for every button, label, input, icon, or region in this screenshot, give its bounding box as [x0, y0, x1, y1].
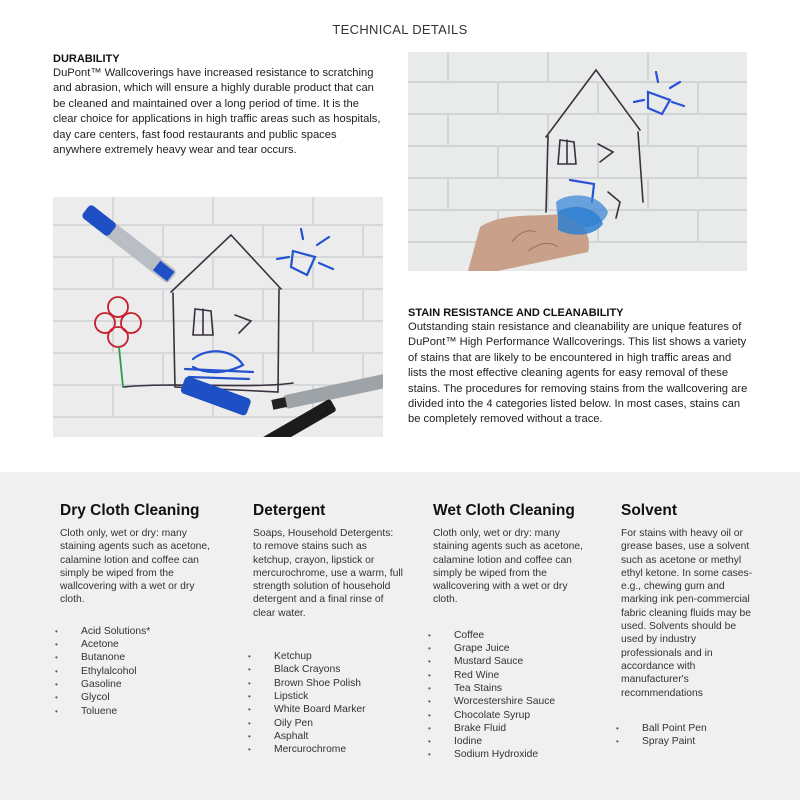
list-item: • Tea Stains: [433, 682, 583, 695]
list-item: • Red Wine: [433, 669, 583, 682]
list-item: • Glycol: [60, 691, 220, 704]
durability-section: [53, 52, 383, 158]
list-item: • Coffee: [433, 629, 583, 642]
list-item: • Toluene: [60, 705, 220, 718]
list-item: • Mercurochrome: [253, 743, 403, 756]
list-item: • Acetone: [60, 638, 220, 651]
durability-body: DuPont™ Wallcoverings have increased resistance to scratching and abrasion, which will ensure a highly durable product that can be cleaned and maintained over a long period of time. It is the clear choice for applications in high traffic areas such as hospitals, day care centers, fast food restaurants and public spaces anywhere extremely heavy wear and tear occurs.: [53, 67, 381, 157]
list-item: • Ball Point Pen: [621, 722, 756, 735]
list-item: • Brown Shoe Polish: [253, 677, 403, 690]
category-title: Wet Cloth Cleaning: [433, 502, 575, 519]
list-item: • Worcestershire Sauce: [433, 695, 583, 708]
marker-drawing-photo: [53, 197, 383, 437]
list-item: • Oily Pen: [253, 717, 403, 730]
category-list: [253, 650, 403, 756]
category-description: Cloth only, wet or dry: many staining agents such as acetone, calamine lotion and coffee can simply be wiped from the wallcovering with a wet or dry cloth.: [433, 528, 583, 606]
page-title: TECHNICAL DETAILS: [332, 22, 468, 37]
list-item: • Black Crayons: [253, 663, 403, 676]
category-list: [60, 625, 220, 718]
list-item: • Grape Juice: [433, 642, 583, 655]
list-item: • Lipstick: [253, 690, 403, 703]
category-title: Detergent: [253, 502, 326, 519]
category-title: Dry Cloth Cleaning: [60, 502, 200, 519]
list-item: • Asphalt: [253, 730, 403, 743]
list-item: • Brake Fluid: [433, 722, 583, 735]
stain-resistance-heading: STAIN RESISTANCE AND CLEANABILITY: [408, 307, 624, 319]
category-list: [433, 629, 583, 762]
list-item: • Butanone: [60, 651, 220, 664]
list-item: • Ketchup: [253, 650, 403, 663]
list-item: • Ethylalcohol: [60, 665, 220, 678]
category-description: For stains with heavy oil or grease bases, use a solvent such as acetone or methyl ethyl ketone. In some cases-e.g., chewing gum and marking ink pen-commercial fabric cleaning fluids may be used. Solvents should be used by industry professionals and in accordance with manufacturer's recommendations: [621, 528, 753, 699]
list-item: • Sodium Hydroxide: [433, 748, 583, 761]
category-description: Soaps, Household Detergents: to remove stains such as ketchup, crayon, lipstick or mercurochrome, use a warm, full strength solution of household detergent and a final rinse of clear water.: [253, 528, 403, 619]
category-description: Cloth only, wet or dry: many staining agents such as acetone, calamine lotion and coffee can simply be wiped from the wallcovering with a wet or dry cloth.: [60, 528, 210, 606]
list-item: • White Board Marker: [253, 703, 403, 716]
list-item: • Gasoline: [60, 678, 220, 691]
list-item: • Chocolate Syrup: [433, 709, 583, 722]
list-item: • Spray Paint: [621, 735, 756, 748]
category-dry-cloth: [60, 502, 220, 718]
list-item: • Mustard Sauce: [433, 655, 583, 668]
category-solvent: [621, 502, 756, 748]
list-item: • Acid Solutions*: [60, 625, 220, 638]
stain-resistance-section: [408, 306, 753, 428]
durability-heading: DURABILITY: [53, 53, 120, 65]
wiping-drawing-photo: [408, 52, 747, 271]
category-title: Solvent: [621, 502, 677, 519]
stain-resistance-body: Outstanding stain resistance and cleanability are unique features of DuPont™ High Performance Wallcoverings. This list shows a variety of stains that are likely to be encountered in high traffic areas and lists the most effective cleaning agents for easy removal of these stains. The procedures for removing stains from the wallcovering are divided into the 4 categories listed below. In most cases, stains can be completely removed without a trace.: [408, 321, 748, 426]
category-list: [621, 722, 756, 749]
category-wet-cloth: [433, 502, 583, 762]
category-detergent: [253, 502, 403, 756]
list-item: • Iodine: [433, 735, 583, 748]
